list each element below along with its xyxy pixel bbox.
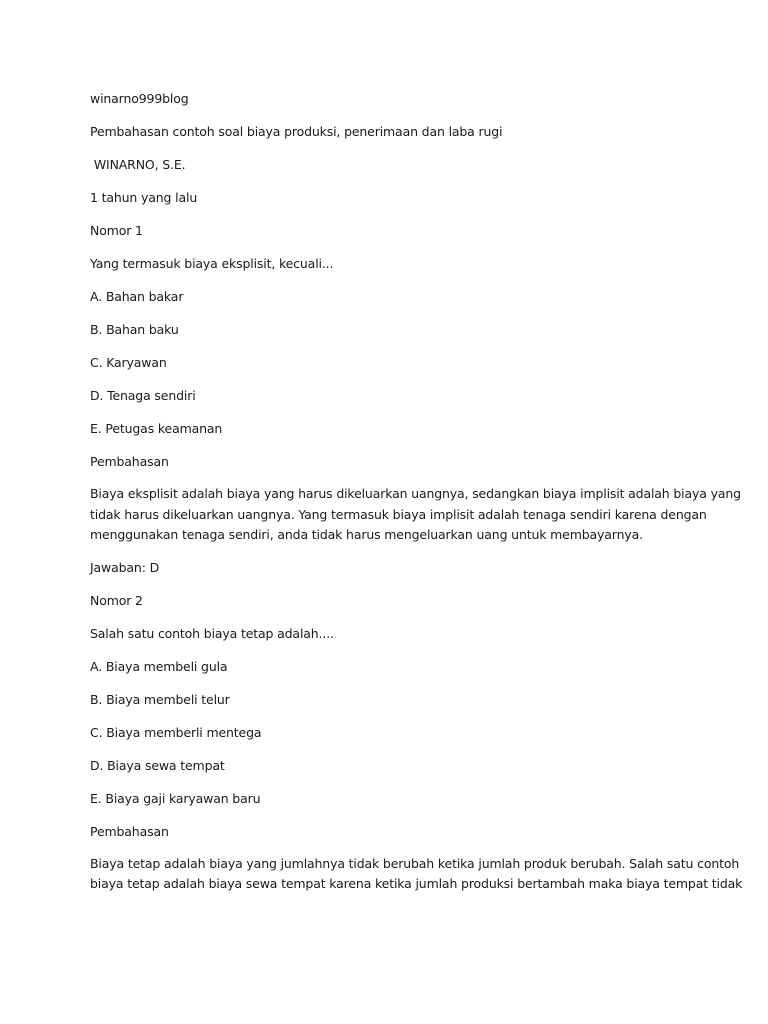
- option-a: A. Bahan bakar: [90, 289, 184, 304]
- post-title: Pembahasan contoh soal biaya produksi, penerimaan dan laba rugi: [90, 124, 503, 139]
- discussion-line: tidak harus dikeluarkan uangnya. Yang termasuk biaya implisit adalah tenaga sendiri karena dengan: [90, 506, 707, 522]
- answer: Jawaban: D: [90, 559, 160, 575]
- option-b: B. Bahan baku: [90, 322, 179, 337]
- discussion-line: menggunakan tenaga sendiri, anda tidak harus mengeluarkan uang untuk membayarnya.: [90, 527, 643, 542]
- option-e: E. Biaya gaji karyawan baru: [90, 790, 261, 806]
- option-b: B. Biaya membeli telur: [90, 691, 230, 707]
- post-author: WINARNO, S.E.: [90, 157, 186, 172]
- option-a: A. Biaya membeli gula: [90, 658, 228, 674]
- blog-name: winarno999blog: [90, 91, 189, 106]
- discussion-line: biaya tetap adalah biaya sewa tempat karena ketika jumlah produksi bertambah maka biaya tempat tidak: [90, 876, 743, 891]
- question-text: Salah satu contoh biaya tetap adalah....: [90, 625, 334, 641]
- discussion-label: Pembahasan: [90, 823, 169, 839]
- discussion-paragraph: [90, 854, 743, 895]
- discussion-line: Biaya tetap adalah biaya yang jumlahnya tidak berubah ketika jumlah produk berubah. Salah satu contoh: [90, 855, 740, 871]
- question-number: Nomor 1: [90, 223, 143, 238]
- discussion-label: Pembahasan: [90, 454, 169, 469]
- question-text: Yang termasuk biaya eksplisit, kecuali...: [90, 256, 334, 271]
- option-d: D. Tenaga sendiri: [90, 388, 196, 403]
- option-c: C. Karyawan: [90, 355, 167, 370]
- discussion-line: Biaya eksplisit adalah biaya yang harus dikeluarkan uangnya, sedangkan biaya implisit adalah biaya yang: [90, 486, 741, 501]
- question-number: Nomor 2: [90, 592, 143, 608]
- document-page: [90, 88, 743, 906]
- option-d: D. Biaya sewa tempat: [90, 757, 225, 773]
- post-date: 1 tahun yang lalu: [90, 190, 198, 205]
- discussion-paragraph: [90, 484, 741, 546]
- option-c: C. Biaya memberli mentega: [90, 724, 262, 740]
- option-e: E. Petugas keamanan: [90, 421, 223, 436]
